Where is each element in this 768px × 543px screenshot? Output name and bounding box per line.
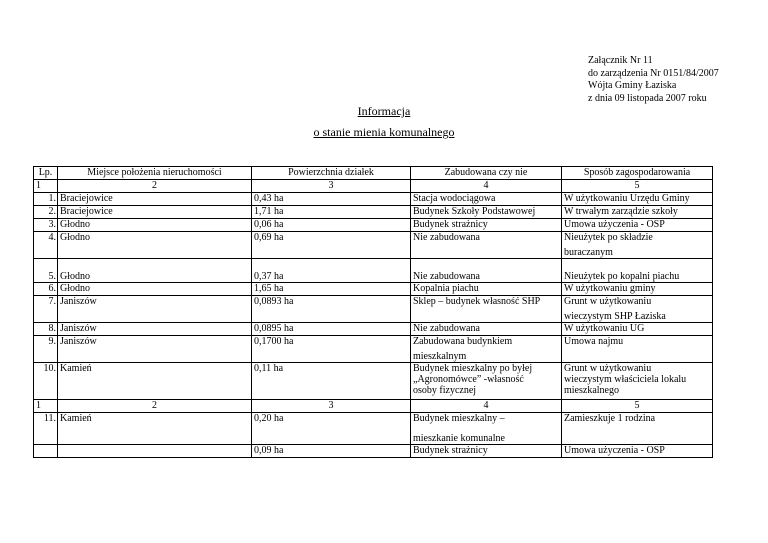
cell-area: 0,43 ha xyxy=(252,193,411,206)
table-row xyxy=(34,232,713,259)
col-header: Sposób zagospodarowania xyxy=(562,167,713,180)
table-row xyxy=(34,323,713,336)
cell-area: 0,1700 ha xyxy=(252,336,411,363)
cell-area: 0,06 ha xyxy=(252,219,411,232)
cell-area: 0,0893 ha xyxy=(252,296,411,323)
cell-area: 0,09 ha xyxy=(252,445,411,458)
cell-use: Zamieszkuje 1 rodzina xyxy=(562,413,713,445)
cell-place: Braciejowice xyxy=(58,193,252,206)
cell-built-line: Budynek mieszkalny – xyxy=(413,413,505,424)
cell-use-line: buraczanym xyxy=(564,247,613,258)
col-number: 2 xyxy=(58,180,252,193)
cell-area: 0,11 ha xyxy=(252,363,411,400)
cell-use: W trwałym zarządzie szkoły xyxy=(562,206,713,219)
cell-built-line: osoby fizycznej xyxy=(413,385,477,396)
cell-use: Umowa użyczenia - OSP xyxy=(562,445,713,458)
cell-use-line: wieczystym właściciela lokalu xyxy=(564,374,687,385)
cell-place: Głodno xyxy=(58,259,252,283)
cell-built: Kopalnia piachu xyxy=(411,283,562,296)
col-number: 4 xyxy=(411,180,562,193)
header-line: Wójta Gminy Łaziska xyxy=(588,80,677,91)
cell-lp: 7. xyxy=(34,296,58,323)
cell-use-line: mieszkalnego xyxy=(564,385,619,396)
cell-lp: 1. xyxy=(34,193,58,206)
cell-area: 0,20 ha xyxy=(252,413,411,445)
cell-lp xyxy=(34,445,58,458)
column-number-row xyxy=(34,180,713,193)
cell-lp: 10. xyxy=(34,363,58,400)
cell-built xyxy=(411,363,562,400)
cell-use: Nieużytek po kopalni piachu xyxy=(562,259,713,283)
table-row xyxy=(34,283,713,296)
col-header: Powierzchnia działek xyxy=(252,167,411,180)
cell-use: W użytkowaniu gminy xyxy=(562,283,713,296)
cell-lp: 9. xyxy=(34,336,58,363)
cell-lp: 6. xyxy=(34,283,58,296)
table-row xyxy=(34,259,713,283)
cell-area: 0,69 ha xyxy=(252,232,411,259)
cell-place: Braciejowice xyxy=(58,206,252,219)
table-row xyxy=(34,296,713,323)
col-number: 5 xyxy=(562,400,713,413)
header-line: Załącznik Nr 11 xyxy=(588,55,653,66)
cell-lp: 3. xyxy=(34,219,58,232)
cell-built: Budynek Szkoły Podstawowej xyxy=(411,206,562,219)
cell-place: Janiszów xyxy=(58,336,252,363)
cell-built: Nie zabudowana xyxy=(411,259,562,283)
cell-built-line: Zabudowana budynkiem xyxy=(413,336,513,347)
cell-built-line: mieszkalnym xyxy=(413,351,467,362)
cell-place: Kamień xyxy=(58,363,252,400)
table-header-row xyxy=(34,167,713,180)
col-number: 4 xyxy=(411,400,562,413)
cell-area: 0,0895 ha xyxy=(252,323,411,336)
property-table xyxy=(33,166,713,458)
col-number: 3 xyxy=(252,400,411,413)
doc-subtitle: o stanie mienia komunalnego xyxy=(313,125,455,139)
col-number: 5 xyxy=(562,180,713,193)
attachment-header xyxy=(588,55,719,105)
cell-use: W użytkowaniu UG xyxy=(562,323,713,336)
col-number: 1 xyxy=(34,180,58,193)
col-number: 1 xyxy=(34,400,58,413)
cell-use xyxy=(562,296,713,323)
cell-use-line: Nieużytek po składzie xyxy=(564,232,653,243)
cell-built: Stacja wodociągowa xyxy=(411,193,562,206)
cell-place: Kamień xyxy=(58,413,252,445)
cell-built xyxy=(411,413,562,445)
cell-lp: 8. xyxy=(34,323,58,336)
cell-area: 1,71 ha xyxy=(252,206,411,219)
column-number-row xyxy=(34,400,713,413)
col-number: 2 xyxy=(58,400,252,413)
cell-area: 1,65 ha xyxy=(252,283,411,296)
cell-place: Janiszów xyxy=(58,323,252,336)
table-row xyxy=(34,219,713,232)
col-number: 3 xyxy=(252,180,411,193)
cell-built: Sklep – budynek własność SHP xyxy=(411,296,562,323)
cell-lp: 2. xyxy=(34,206,58,219)
header-line: z dnia 09 listopada 2007 roku xyxy=(588,92,707,104)
cell-built-line: „Agronomówce” -własność xyxy=(413,374,524,385)
cell-place: Głodno xyxy=(58,232,252,259)
col-header: Lp. xyxy=(34,167,58,180)
cell-lp: 11. xyxy=(34,413,58,445)
cell-use-line: Grunt w użytkowaniu xyxy=(564,296,652,307)
cell-built: Nie zabudowana xyxy=(411,323,562,336)
table-row xyxy=(34,336,713,363)
cell-use: Umowa najmu xyxy=(562,336,713,363)
cell-built: Nie zabudowana xyxy=(411,232,562,259)
cell-area: 0,37 ha xyxy=(252,259,411,283)
cell-place: Janiszów xyxy=(58,296,252,323)
cell-use-line: Grunt w użytkowaniu xyxy=(564,363,652,374)
cell-lp: 4. xyxy=(34,232,58,259)
cell-built-line: mieszkanie komunalne xyxy=(413,433,505,444)
table-row xyxy=(34,363,713,400)
cell-use xyxy=(562,232,713,259)
table-row xyxy=(34,206,713,219)
cell-built xyxy=(411,336,562,363)
col-header: Miejsce położenia nieruchomości xyxy=(58,167,252,180)
cell-place: Głodno xyxy=(58,219,252,232)
cell-use-line: wieczystym SHP Łaziska xyxy=(564,311,666,322)
header-line: do zarządzenia Nr 0151/84/2007 xyxy=(588,67,719,79)
cell-built: Budynek strażnicy xyxy=(411,219,562,232)
table-row xyxy=(34,445,713,458)
cell-use xyxy=(562,363,713,400)
table-row xyxy=(34,193,713,206)
cell-built: Budynek strażnicy xyxy=(411,445,562,458)
cell-lp: 5. xyxy=(34,259,58,283)
table-row xyxy=(34,413,713,445)
cell-built-line: Budynek mieszkalny po byłej xyxy=(413,363,533,374)
cell-place: Głodno xyxy=(58,283,252,296)
col-header: Zabudowana czy nie xyxy=(411,167,562,180)
doc-title: Informacja xyxy=(357,104,411,118)
cell-use: W użytkowaniu Urzędu Gminy xyxy=(562,193,713,206)
cell-use: Umowa użyczenia - OSP xyxy=(562,219,713,232)
cell-place xyxy=(58,445,252,458)
